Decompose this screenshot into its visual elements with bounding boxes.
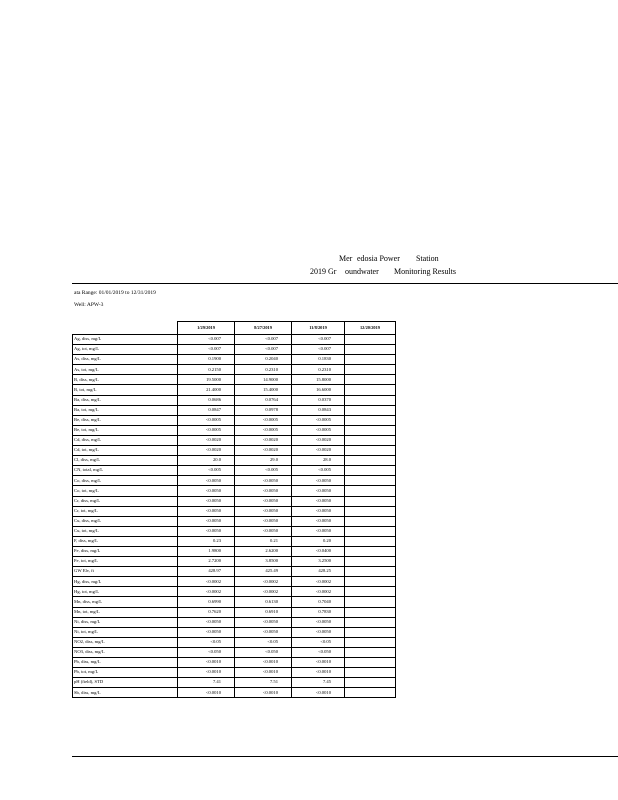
- table-row: [73, 506, 396, 516]
- value-cell: 14.9000: [235, 375, 292, 385]
- table-row: [73, 335, 396, 345]
- value-cell: <0.0020: [235, 435, 292, 445]
- value-cell: <0.0020: [292, 435, 345, 445]
- parameter-cell: Cd, diss, mg/L: [73, 435, 178, 445]
- table-row: [73, 345, 396, 355]
- value-cell: <0.0005: [235, 415, 292, 425]
- parameter-cell: Ba, tot, mg/L: [73, 405, 178, 415]
- title-fragment-2: edosia Power: [357, 254, 400, 263]
- parameter-cell: NO3, diss, mg/L: [73, 647, 178, 657]
- parameter-cell: B, tot, mg/L: [73, 385, 178, 395]
- value-cell: <0.05: [235, 637, 292, 647]
- value-cell: [345, 405, 396, 415]
- table-row: [73, 597, 396, 607]
- value-cell: 1.9800: [178, 546, 235, 556]
- parameter-cell: Pb, tot, mg/L: [73, 668, 178, 678]
- value-cell: <0.007: [178, 345, 235, 355]
- table-row: [73, 355, 396, 365]
- value-cell: 0.6910: [235, 607, 292, 617]
- value-cell: 15.8000: [292, 375, 345, 385]
- value-cell: [345, 435, 396, 445]
- value-cell: [345, 567, 396, 577]
- value-cell: [345, 385, 396, 395]
- value-cell: <0.0005: [292, 425, 345, 435]
- value-cell: [345, 335, 396, 345]
- value-cell: 0.2040: [235, 355, 292, 365]
- table-row: [73, 516, 396, 526]
- value-cell: 7.45: [292, 678, 345, 688]
- value-cell: 0.6990: [178, 597, 235, 607]
- value-cell: [345, 496, 396, 506]
- value-cell: 428.97: [178, 567, 235, 577]
- value-cell: <0.0010: [292, 688, 345, 698]
- parameter-cell: Ni, tot, mg/L: [73, 627, 178, 637]
- table-row: [73, 456, 396, 466]
- date-range: ata Range: 01/01/2019 to 12/31/2019: [74, 290, 156, 296]
- value-cell: <0.005: [235, 466, 292, 476]
- column-header: 11/8/2019: [292, 322, 345, 335]
- value-cell: [345, 395, 396, 405]
- title-fragment-5: oundwater: [345, 267, 379, 276]
- value-cell: 0.0764: [235, 395, 292, 405]
- value-cell: 0.1900: [178, 355, 235, 365]
- parameter-cell: CN, total, mg/L: [73, 466, 178, 476]
- table-row: [73, 375, 396, 385]
- well-label: Well: APW-3: [74, 302, 104, 308]
- value-cell: [345, 647, 396, 657]
- parameter-cell: Hg, diss, mg/L: [73, 577, 178, 587]
- value-cell: [345, 678, 396, 688]
- value-cell: <0.0050: [292, 627, 345, 637]
- value-cell: <0.0050: [178, 516, 235, 526]
- value-cell: <0.050: [178, 647, 235, 657]
- value-cell: 428.25: [292, 567, 345, 577]
- value-cell: <0.0050: [178, 496, 235, 506]
- parameter-cell: Co, tot, mg/L: [73, 486, 178, 496]
- value-cell: <0.0050: [292, 617, 345, 627]
- parameter-cell: Cu, tot, mg/L: [73, 526, 178, 536]
- value-cell: <0.005: [292, 466, 345, 476]
- value-cell: 21.4000: [178, 385, 235, 395]
- value-cell: [345, 415, 396, 425]
- value-cell: <0.0010: [292, 668, 345, 678]
- value-cell: 0.7620: [178, 607, 235, 617]
- footer-rule: [72, 756, 618, 757]
- value-cell: 0.0686: [178, 395, 235, 405]
- title-fragment-1: Mer: [339, 254, 353, 263]
- value-cell: <0.0050: [292, 476, 345, 486]
- table-row: [73, 446, 396, 456]
- value-cell: 20.0: [178, 456, 235, 466]
- value-cell: <0.050: [292, 647, 345, 657]
- table-row: [73, 668, 396, 678]
- table-row: [73, 546, 396, 556]
- value-cell: <0.0002: [235, 587, 292, 597]
- value-cell: <0.0050: [292, 486, 345, 496]
- value-cell: <0.05: [292, 637, 345, 647]
- parameter-cell: Cl, diss, mg/L: [73, 456, 178, 466]
- title-fragment-6: Monitoring Results: [394, 267, 457, 276]
- parameter-cell: pH (field), STD: [73, 678, 178, 688]
- value-cell: [345, 658, 396, 668]
- parameter-cell: Ag, tot, mg/L: [73, 345, 178, 355]
- value-cell: 0.21: [235, 536, 292, 546]
- parameter-cell: Ag, diss, mg/L: [73, 335, 178, 345]
- parameter-cell: Cu, diss, mg/L: [73, 516, 178, 526]
- parameter-cell: As, diss, mg/L: [73, 355, 178, 365]
- value-cell: <0.0400: [292, 546, 345, 556]
- value-cell: <0.0010: [178, 668, 235, 678]
- table-row: [73, 637, 396, 647]
- value-cell: 2.6200: [235, 546, 292, 556]
- value-cell: <0.0002: [292, 577, 345, 587]
- value-cell: 28.0: [292, 456, 345, 466]
- table-row: [73, 496, 396, 506]
- value-cell: <0.0010: [235, 688, 292, 698]
- table-row: [73, 627, 396, 637]
- value-cell: [345, 506, 396, 516]
- value-cell: [345, 476, 396, 486]
- column-header: 1/29/2019: [178, 322, 235, 335]
- parameter-cell: Be, diss, mg/L: [73, 415, 178, 425]
- table-row: [73, 476, 396, 486]
- value-cell: <0.0020: [178, 446, 235, 456]
- parameter-cell: GW Elv, ft: [73, 567, 178, 577]
- table-row: [73, 526, 396, 536]
- value-cell: [345, 577, 396, 587]
- value-cell: [345, 446, 396, 456]
- value-cell: <0.007: [292, 345, 345, 355]
- value-cell: 0.2310: [292, 365, 345, 375]
- value-cell: <0.0002: [178, 587, 235, 597]
- parameter-cell: Ba, diss, mg/L: [73, 395, 178, 405]
- table-header-row: [73, 322, 396, 335]
- parameter-cell: Ni, diss, mg/L: [73, 617, 178, 627]
- value-cell: <0.0050: [235, 506, 292, 516]
- table-row: [73, 405, 396, 415]
- parameter-cell: As, tot, mg/L: [73, 365, 178, 375]
- value-cell: <0.0050: [292, 496, 345, 506]
- value-cell: <0.0020: [178, 435, 235, 445]
- parameter-cell: Cr, tot, mg/L: [73, 506, 178, 516]
- column-header: 8/27/2019: [235, 322, 292, 335]
- table-row: [73, 678, 396, 688]
- value-cell: 0.7040: [292, 597, 345, 607]
- value-cell: [345, 516, 396, 526]
- value-cell: <0.0050: [235, 516, 292, 526]
- value-cell: <0.0002: [178, 577, 235, 587]
- parameter-cell: Fe, diss, mg/L: [73, 546, 178, 556]
- value-cell: 3.2500: [292, 557, 345, 567]
- value-cell: <0.0005: [235, 425, 292, 435]
- value-cell: 0.1830: [292, 355, 345, 365]
- value-cell: <0.0010: [292, 658, 345, 668]
- table-corner: [73, 322, 178, 335]
- value-cell: <0.0010: [235, 658, 292, 668]
- value-cell: <0.005: [178, 466, 235, 476]
- value-cell: <0.0050: [178, 617, 235, 627]
- value-cell: [345, 627, 396, 637]
- table-row: [73, 557, 396, 567]
- value-cell: <0.0050: [235, 486, 292, 496]
- table-row: [73, 395, 396, 405]
- title-fragment-4: 2019 Gr: [310, 267, 337, 276]
- value-cell: <0.0050: [178, 526, 235, 536]
- value-cell: 2.7200: [178, 557, 235, 567]
- table-row: [73, 567, 396, 577]
- value-cell: 7.41: [178, 678, 235, 688]
- value-cell: 0.0847: [178, 405, 235, 415]
- parameter-cell: Be, tot, mg/L: [73, 425, 178, 435]
- value-cell: [345, 668, 396, 678]
- value-cell: <0.0050: [292, 516, 345, 526]
- value-cell: 16.6000: [292, 385, 345, 395]
- value-cell: [345, 425, 396, 435]
- value-cell: 425.49: [235, 567, 292, 577]
- value-cell: <0.0005: [178, 415, 235, 425]
- value-cell: <0.0002: [292, 587, 345, 597]
- value-cell: <0.0005: [292, 415, 345, 425]
- parameter-cell: Fe, tot, mg/L: [73, 557, 178, 567]
- parameter-cell: Mn, tot, mg/L: [73, 607, 178, 617]
- table-row: [73, 688, 396, 698]
- value-cell: [345, 597, 396, 607]
- value-cell: 0.7830: [292, 607, 345, 617]
- value-cell: [345, 345, 396, 355]
- table-row: [73, 658, 396, 668]
- table-row: [73, 577, 396, 587]
- value-cell: <0.0020: [235, 446, 292, 456]
- value-cell: <0.007: [292, 335, 345, 345]
- table-row: [73, 536, 396, 546]
- parameter-cell: Mn, diss, mg/L: [73, 597, 178, 607]
- table-row: [73, 587, 396, 597]
- title-fragment-3: Station: [416, 254, 439, 263]
- value-cell: 19.5000: [178, 375, 235, 385]
- results-table: [72, 321, 396, 698]
- value-cell: <0.0010: [178, 688, 235, 698]
- value-cell: <0.0050: [235, 496, 292, 506]
- parameter-cell: Hg, tot, mg/L: [73, 587, 178, 597]
- value-cell: [345, 355, 396, 365]
- value-cell: 7.51: [235, 678, 292, 688]
- value-cell: 0.6130: [235, 597, 292, 607]
- value-cell: <0.0050: [235, 526, 292, 536]
- value-cell: <0.0050: [235, 617, 292, 627]
- value-cell: 0.2310: [235, 365, 292, 375]
- value-cell: <0.0010: [235, 668, 292, 678]
- value-cell: [345, 688, 396, 698]
- table-row: [73, 466, 396, 476]
- parameter-cell: F, diss, mg/L: [73, 536, 178, 546]
- parameter-cell: Pb, diss, mg/L: [73, 658, 178, 668]
- value-cell: <0.0050: [235, 476, 292, 486]
- parameter-cell: B, diss, mg/L: [73, 375, 178, 385]
- value-cell: [345, 526, 396, 536]
- value-cell: <0.05: [178, 637, 235, 647]
- value-cell: 0.0843: [292, 405, 345, 415]
- table-row: [73, 425, 396, 435]
- parameter-cell: Sb, diss, mg/L: [73, 688, 178, 698]
- value-cell: [345, 375, 396, 385]
- table-row: [73, 647, 396, 657]
- value-cell: [345, 546, 396, 556]
- table-row: [73, 607, 396, 617]
- table-row: [73, 435, 396, 445]
- value-cell: 0.0978: [235, 405, 292, 415]
- parameter-cell: Cr, diss, mg/L: [73, 496, 178, 506]
- value-cell: <0.0020: [292, 446, 345, 456]
- table-row: [73, 385, 396, 395]
- parameter-cell: Cd, tot, mg/L: [73, 446, 178, 456]
- parameter-cell: Co, diss, mg/L: [73, 476, 178, 486]
- column-header: 12/20/2019: [345, 322, 396, 335]
- value-cell: [345, 607, 396, 617]
- value-cell: 15.4000: [235, 385, 292, 395]
- value-cell: [345, 536, 396, 546]
- value-cell: [345, 617, 396, 627]
- value-cell: 29.0: [235, 456, 292, 466]
- value-cell: 3.8500: [235, 557, 292, 567]
- table-row: [73, 486, 396, 496]
- value-cell: 0.0370: [292, 395, 345, 405]
- value-cell: [345, 557, 396, 567]
- table-row: [73, 365, 396, 375]
- value-cell: <0.007: [235, 345, 292, 355]
- value-cell: <0.0050: [178, 476, 235, 486]
- value-cell: [345, 486, 396, 496]
- value-cell: [345, 587, 396, 597]
- value-cell: <0.0050: [178, 627, 235, 637]
- value-cell: <0.0050: [178, 506, 235, 516]
- value-cell: [345, 365, 396, 375]
- table-row: [73, 617, 396, 627]
- value-cell: [345, 456, 396, 466]
- value-cell: [345, 466, 396, 476]
- value-cell: 0.23: [178, 536, 235, 546]
- value-cell: <0.007: [235, 335, 292, 345]
- value-cell: 0.2150: [178, 365, 235, 375]
- value-cell: <0.0050: [178, 486, 235, 496]
- value-cell: <0.0010: [178, 658, 235, 668]
- table-row: [73, 415, 396, 425]
- value-cell: <0.0050: [292, 506, 345, 516]
- value-cell: <0.0050: [235, 627, 292, 637]
- header-rule: [72, 283, 618, 284]
- value-cell: [345, 637, 396, 647]
- value-cell: <0.0002: [235, 577, 292, 587]
- value-cell: 0.20: [292, 536, 345, 546]
- value-cell: <0.050: [235, 647, 292, 657]
- value-cell: <0.007: [178, 335, 235, 345]
- value-cell: <0.0005: [178, 425, 235, 435]
- parameter-cell: NO2, diss, mg/L: [73, 637, 178, 647]
- value-cell: <0.0050: [292, 526, 345, 536]
